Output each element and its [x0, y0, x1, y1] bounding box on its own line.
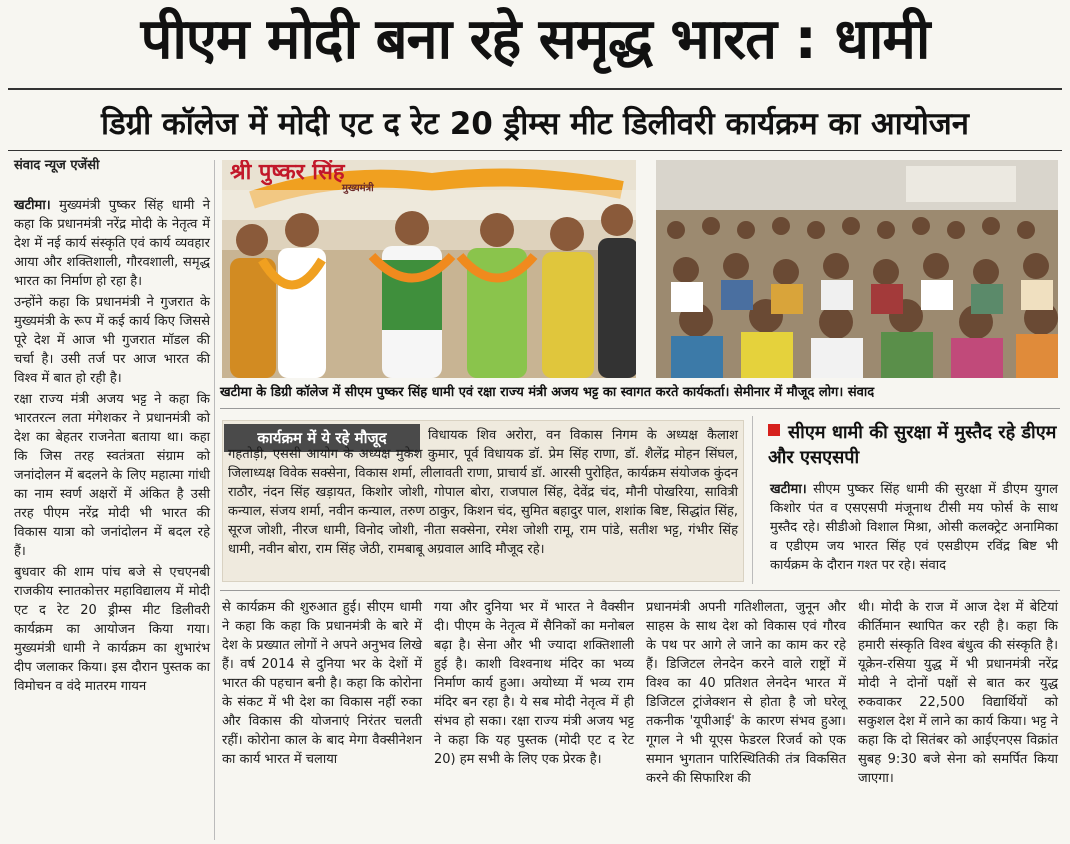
- bottom-column-2: गया और दुनिया भर में भारत ने वैक्सीन दी। पीएम के नेतृत्व में सैनिकों का मनोबल बढ़ा है। सेना और भी ज्यादा शक्तिशाली हुई है। काशी विश्वनाथ मंदिर का भव्य निर्माण कार्य हुआ। अयोध्या में भव्य राम मंदिर बन रहा है। ये सब मोदी नेतृत्व में ही संभव हो सका। रक्षा राज्य मंत्री अजय भट्ट ने कहा कि यह पुस्तक (मोदी एट द रेट 20) हम सभी के लिए एक प्रेरक है।: [434, 600, 634, 767]
- byline: संवाद न्यूज एजेंसी: [14, 158, 100, 173]
- dateline: खटीमा।: [14, 198, 51, 213]
- left-p1-text: मुख्यमंत्री पुष्कर सिंह धामी ने कहा कि प्रधानमंत्री नरेंद्र मोदी के नेतृत्व में देश में नई कार्य संस्कृति एवं कार्य व्यवहार आया और शक्तिशाली, गौरवशाली, समृद्ध भारत का निर्माण हो रहा है।: [14, 198, 210, 289]
- headline: पीएम मोदी बना रहे समृद्ध भारत : धामी: [140, 7, 930, 72]
- photo-audience: [656, 160, 1058, 378]
- photo-banner-subtext: मुख्यमंत्री: [342, 183, 374, 194]
- left-paragraph-3: रक्षा राज्य मंत्री अजय भट्ट ने कहा कि भारतरत्न लता मंगेशकर ने प्रधानमंत्री को देश का बेहतर राजनेता बताया था। कहा कि जिस तरह स्वतंत्रता संग्राम को जनांदोलन में बदलने के लिए महात्मा गांधी का नाम स्वर्ण अक्षरों में अंकित है उसी तरह पीएम नरेंद्र मोदी भी भारत की विकास यात्रा को जनांदोलन में बदल रहे हैं।: [14, 392, 210, 559]
- caption-rule: [220, 408, 1060, 409]
- headline-rule: [8, 88, 1062, 90]
- photo-banner-text: श्री पुष्कर सिंह: [230, 160, 345, 185]
- side-divider: [752, 416, 753, 584]
- photo-caption: खटीमा के डिग्री कॉलेज में सीएम पुष्कर सिंह धामी एवं रक्षा राज्य मंत्री अजय भट्ट का स्वागत करते कार्यकर्ता। सेमीनार में मौजूद लोग। संवाद: [220, 385, 875, 400]
- bottom-rule: [220, 590, 1060, 591]
- security-story-headline: [768, 420, 1058, 470]
- attendees-box-text: विधायक शिव अरोरा, वन विकास निगम के अध्यक्ष कैलाश गहतोड़ी, एससी आयोग के अध्यक्ष मुकेश कुमार, पूर्व विधायक डॉ. प्रेम सिंह राणा, डॉ. शैलेंद्र मोहन सिंघल, जिलाध्यक्ष विवेक सक्सेना, विकास शर्मा, लीलावती राणा, प्राचार्य डॉ. आरसी पुरोहित, कार्यक्रम संयोजक कुंदन राठौर, नंदन सिंह खड़ायत, किशोर जोशी, गोपाल बोरा, राजपाल सिंह, देवेंद्र चंद, मौनी पोखरिया, सावित्री कन्याल, संजय शर्मा, नवीन कन्याल, तरुण ठाकुर, किशन चंद, सुमित बहादुर पाल, शशांक बिष्ट, सिद्धांत सिंह, सूरज जोशी, नीरज धामी, विनोद जोशी, नीता सक्सेना, रमेश जोशी रामू, राम पांडे, सतीश भट्ट, गंभीर सिंह धामी, नवीन बोरा, राम सिंह जेठी, रामबाबू अग्रवाल आदि मौजूद रहे।: [228, 428, 738, 557]
- bottom-column-3: प्रधानमंत्री अपनी गतिशीलता, जुनून और साहस के साथ देश को विकास एवं गौरव के पथ पर आगे ले जाने का काम कर रहे हैं। डिजिटल लेनदेन करने वाले राष्ट्रों में विश्व का 40 प्रतिशत लेनदेन भारत में डिजिटल ट्रांजेक्शन से होता है जो घरेलू तकनीक 'यूपीआई' के कारण संभव हुआ। गूगल ने भी यूएस फेडरल रिजर्व को एक समान भुगतान पारिस्थितिकी तंत्र विकसित करने की सिफारिश की: [646, 600, 846, 786]
- column-divider: [214, 160, 215, 840]
- security-dateline: खटीमा।: [770, 482, 807, 497]
- left-paragraph-1: [14, 196, 210, 291]
- photo-welcome: [222, 160, 636, 378]
- bottom-column-1: से कार्यक्रम की शुरुआत हुई। सीएम धामी ने कहा कि कहा कि प्रधानमंत्री के बारे में देश के प्रख्यात लोगों ने अपने अनुभव लिखे हैं। वर्ष 2014 से दुनिया भर के देशों में भारत की पहचान बनी है। कहा कि कोरोना के संकट में भी देश का विकास नहीं रुका और विकास की योजनाएं निरंतर चलती रहीं। कोरोना काल के बाद मेगा वैक्सीनेशन का कार्य भारत में चलाया: [222, 600, 422, 767]
- security-story-body: [770, 480, 1058, 575]
- attendees-box-title: कार्यक्रम में ये रहे मौजूद: [224, 424, 420, 452]
- subheadline-rule: [8, 150, 1062, 151]
- left-column: [14, 196, 210, 698]
- subheadline: डिग्री कॉलेज में मोदी एट द रेट 20 ड्रीम्स मीट डिलीवरी कार्यक्रम का आयोजन: [101, 106, 969, 142]
- security-story-text: सीएम पुष्कर सिंह धामी की सुरक्षा में डीएम युगल किशोर पंत व एसएसपी मंजूनाथ टीसी मय फोर्स के साथ मुस्तैद रहे। सीडीओ विशाल मिश्रा, ओसी कलक्ट्रेट अनामिका व एडीएम जय भारत सिंह एवं एसडीएम रविंद्र बिष्ट भी कार्यक्रम के दौरान गश्त पर रहे। संवाद: [770, 482, 1058, 573]
- left-paragraph-2: उन्होंने कहा कि प्रधानमंत्री ने गुजरात के मुख्यमंत्री के रूप में कई कार्य किए जिससे पूरे देश में आज भी गुजरात मॉडल की चर्चा है। उसी तर्ज पर आज भारत की विश्व में बात हो रही है।: [14, 295, 210, 386]
- photo-welcome-illustration: [222, 160, 636, 378]
- red-bullet-icon: [768, 424, 780, 436]
- bottom-column-4: थी। मोदी के राज में आज देश में बेटियां कीर्तिमान स्थापित कर रही है। कहा कि हमारी संस्कृति विश्व बंधुत्व की संस्कृति है। यूक्रेन-रसिया युद्ध में भी प्रधानमंत्री नरेंद्र मोदी ने दोनों पक्षों से बात कर युद्ध रुकवाकर 22,500 विद्यार्थियों को सकुशल देश में लाने का कार्य किया। भट्ट ने कहा कि दो सितंबर को आईएनएस विक्रांत सुबह 9:30 बजे सेना को समर्पित किया जाएगा।: [858, 600, 1058, 786]
- photo-audience-illustration: [656, 160, 1058, 378]
- left-paragraph-4: बुधवार की शाम पांच बजे से एचएनबी राजकीय स्नातकोत्तर महाविद्यालय में मोदी एट द रेट 20 ड्रीम्स मीट डिलीवरी कार्यक्रम का आयोजन किया गया। मुख्यमंत्री धामी ने कार्यक्रम का शुभारंभ दीप जलाकर किया। इस दौरान पुस्तक का विमोचन व वंदे मातरम गायन: [14, 565, 210, 694]
- security-headline-text: सीएम धामी की सुरक्षा में मुस्तैद रहे डीएम और एसएसपी: [768, 422, 1057, 468]
